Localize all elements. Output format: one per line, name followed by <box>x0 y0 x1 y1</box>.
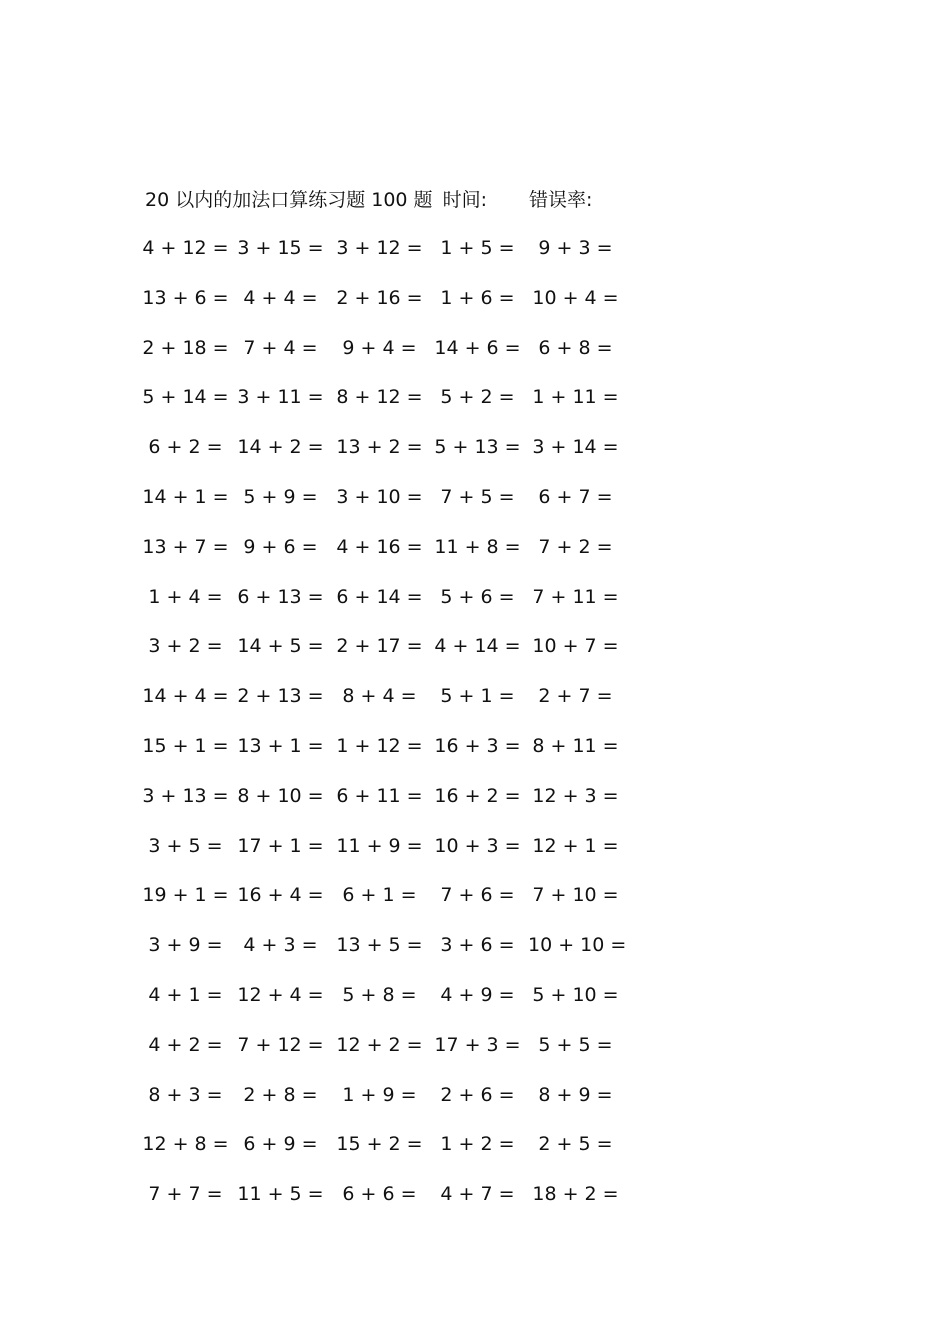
problem-row <box>142 1130 630 1180</box>
problem-cell: 1 + 2 = <box>440 1133 515 1156</box>
problem-cell: 1 + 9 = <box>342 1083 417 1106</box>
problem-cell: 6 + 9 = <box>243 1133 318 1156</box>
problem-cell: 9 + 6 = <box>243 535 318 558</box>
problem-cell: 7 + 5 = <box>440 485 515 508</box>
problem-cell: 16 + 2 = <box>434 784 521 807</box>
problem-cell: 8 + 10 = <box>237 784 324 807</box>
worksheet-header <box>145 186 592 214</box>
problem-cell: 11 + 5 = <box>237 1183 324 1206</box>
problem-cell: 12 + 1 = <box>532 834 619 857</box>
problem-cell: 1 + 4 = <box>148 585 223 608</box>
problem-cell: 5 + 5 = <box>538 1033 613 1056</box>
problem-cell: 19 + 1 = <box>142 884 229 907</box>
problem-row <box>142 682 630 732</box>
problem-cell: 4 + 14 = <box>434 635 521 658</box>
problem-cell: 1 + 6 = <box>440 286 515 309</box>
problem-cell: 2 + 13 = <box>237 685 324 708</box>
problem-cell: 13 + 6 = <box>142 286 229 309</box>
problem-cell: 10 + 4 = <box>532 286 619 309</box>
problem-row <box>150 583 630 633</box>
problem-cell: 13 + 7 = <box>142 535 229 558</box>
problem-cell: 5 + 13 = <box>434 436 521 459</box>
problem-cell: 18 + 2 = <box>532 1183 619 1206</box>
problem-row <box>150 1031 630 1081</box>
problem-cell: 12 + 3 = <box>532 784 619 807</box>
problem-row <box>142 533 630 583</box>
problem-cell: 16 + 3 = <box>434 734 521 757</box>
problem-cell: 14 + 4 = <box>142 685 229 708</box>
problem-cell: 1 + 12 = <box>336 734 423 757</box>
problem-cell: 8 + 4 = <box>342 685 417 708</box>
problem-cell: 4 + 4 = <box>243 286 318 309</box>
problem-cell: 3 + 9 = <box>148 934 223 957</box>
problem-cell: 12 + 8 = <box>142 1133 229 1156</box>
problem-cell: 4 + 9 = <box>440 983 515 1006</box>
problem-cell: 7 + 2 = <box>538 535 613 558</box>
problem-row <box>150 931 630 981</box>
problem-cell: 8 + 11 = <box>532 734 619 757</box>
problem-row <box>150 632 630 682</box>
problem-cell: 14 + 5 = <box>237 635 324 658</box>
problem-cell: 15 + 1 = <box>142 734 229 757</box>
problem-row <box>142 881 630 931</box>
problem-cell: 13 + 1 = <box>237 734 324 757</box>
problem-cell: 4 + 1 = <box>148 983 223 1006</box>
problem-cell: 11 + 9 = <box>336 834 423 857</box>
worksheet-title: 20 以内的加法口算练习题 100 题 <box>145 189 433 211</box>
problem-cell: 15 + 2 = <box>336 1133 423 1156</box>
problem-cell: 5 + 2 = <box>440 386 515 409</box>
problem-row <box>142 782 630 832</box>
problem-cell: 9 + 4 = <box>342 336 417 359</box>
problem-cell: 5 + 6 = <box>440 585 515 608</box>
problem-cell: 8 + 9 = <box>538 1083 613 1106</box>
problem-cell: 2 + 8 = <box>243 1083 318 1106</box>
problem-cell: 7 + 4 = <box>243 336 318 359</box>
problem-cell: 10 + 10 = <box>528 934 627 957</box>
problem-cell: 3 + 5 = <box>148 834 223 857</box>
problem-cell: 3 + 11 = <box>237 386 324 409</box>
problem-row <box>142 483 630 533</box>
problem-cell: 10 + 3 = <box>434 834 521 857</box>
problem-row <box>150 1081 630 1131</box>
problem-cell: 3 + 2 = <box>148 635 223 658</box>
problem-cell: 2 + 7 = <box>538 685 613 708</box>
problem-cell: 12 + 4 = <box>237 983 324 1006</box>
problem-cell: 14 + 6 = <box>434 336 521 359</box>
problem-row <box>142 284 630 334</box>
problem-row <box>142 383 630 433</box>
problem-cell: 6 + 14 = <box>336 585 423 608</box>
problem-cell: 16 + 4 = <box>237 884 324 907</box>
problem-cell: 10 + 7 = <box>532 635 619 658</box>
problem-cell: 17 + 3 = <box>434 1033 521 1056</box>
problem-cell: 8 + 3 = <box>148 1083 223 1106</box>
problem-cell: 6 + 7 = <box>538 485 613 508</box>
problem-cell: 7 + 7 = <box>148 1183 223 1206</box>
problem-row <box>142 234 630 284</box>
problem-cell: 3 + 12 = <box>336 237 423 259</box>
problem-cell: 6 + 1 = <box>342 884 417 907</box>
problem-cell: 2 + 6 = <box>440 1083 515 1106</box>
problem-cell: 3 + 10 = <box>336 485 423 508</box>
problem-cell: 4 + 7 = <box>440 1183 515 1206</box>
problem-cell: 2 + 16 = <box>336 286 423 309</box>
error-rate-label: 错误率: <box>528 189 593 211</box>
problem-cell: 11 + 8 = <box>434 535 521 558</box>
problem-cell: 2 + 17 = <box>336 635 423 658</box>
problem-cell: 17 + 1 = <box>237 834 324 857</box>
problem-cell: 14 + 2 = <box>237 436 324 459</box>
problem-cell: 4 + 12 = <box>142 237 229 259</box>
problem-row <box>150 832 630 882</box>
problem-cell: 6 + 2 = <box>148 436 223 459</box>
problem-cell: 6 + 8 = <box>538 336 613 359</box>
time-label: 时间: <box>442 189 487 211</box>
problem-cell: 12 + 2 = <box>336 1033 423 1056</box>
problem-cell: 9 + 3 = <box>538 237 613 259</box>
problem-cell: 13 + 2 = <box>336 436 423 459</box>
problem-cell: 5 + 9 = <box>243 485 318 508</box>
problem-cell: 3 + 15 = <box>237 237 324 259</box>
problem-cell: 2 + 18 = <box>142 336 229 359</box>
problem-cell: 2 + 5 = <box>538 1133 613 1156</box>
problem-row <box>142 334 630 384</box>
problem-grid <box>142 234 630 1230</box>
problem-cell: 6 + 11 = <box>336 784 423 807</box>
problem-cell: 5 + 1 = <box>440 685 515 708</box>
problem-cell: 3 + 6 = <box>440 934 515 957</box>
problem-cell: 6 + 6 = <box>342 1183 417 1206</box>
problem-cell: 8 + 12 = <box>336 386 423 409</box>
problem-cell: 13 + 5 = <box>336 934 423 957</box>
problem-cell: 1 + 5 = <box>440 237 515 259</box>
problem-cell: 7 + 6 = <box>440 884 515 907</box>
problem-cell: 14 + 1 = <box>142 485 229 508</box>
problem-cell: 3 + 14 = <box>532 436 619 459</box>
problem-cell: 5 + 10 = <box>532 983 619 1006</box>
problem-row <box>150 1180 630 1230</box>
problem-row <box>150 433 630 483</box>
problem-cell: 1 + 11 = <box>532 386 619 409</box>
problem-cell: 7 + 11 = <box>532 585 619 608</box>
problem-cell: 5 + 14 = <box>142 386 229 409</box>
problem-cell: 6 + 13 = <box>237 585 324 608</box>
problem-cell: 3 + 13 = <box>142 784 229 807</box>
problem-cell: 7 + 12 = <box>237 1033 324 1056</box>
problem-cell: 4 + 16 = <box>336 535 423 558</box>
problem-cell: 7 + 10 = <box>532 884 619 907</box>
problem-cell: 4 + 2 = <box>148 1033 223 1056</box>
problem-cell: 4 + 3 = <box>243 934 318 957</box>
problem-row <box>150 981 630 1031</box>
problem-row <box>142 732 630 782</box>
problem-cell: 5 + 8 = <box>342 983 417 1006</box>
